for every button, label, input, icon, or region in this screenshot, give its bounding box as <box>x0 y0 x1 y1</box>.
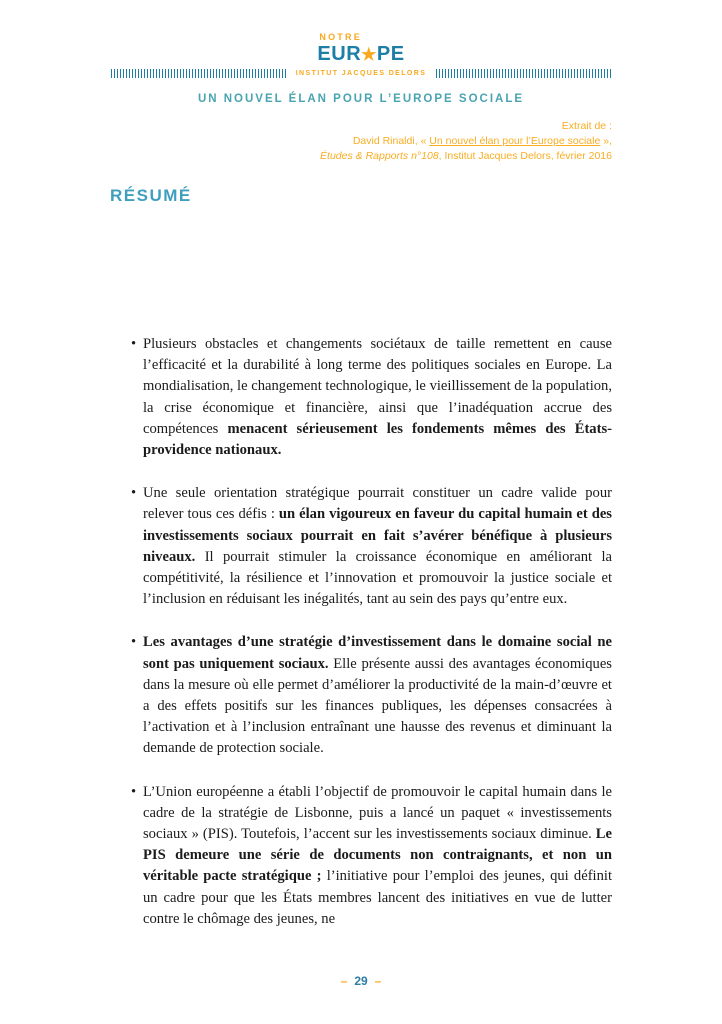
bullet-item-2: • Une seule orientation stratégique pourrait constituer un cadre valide pour relever tous ces défis : un élan vigoureux en faveur du capital humain et des investissements sociaux pourrait en fait s’avérer bénéfique à plusieurs niveaux. Il pourrait stimuler la croissance économique en améliorant la compétitivité, la résilience et l’innovation et promouvoir la justice sociale et l’inclusion en réduisant les inégalités, tant au sein des pays qu’entre eux. <box>131 483 612 610</box>
barcode-decoration-left <box>111 69 286 78</box>
citation-suffix: », <box>600 135 612 147</box>
logo-europe-part2: PE <box>376 43 405 65</box>
header <box>0 0 722 164</box>
citation-block <box>0 119 612 164</box>
notre-europe-logo <box>317 33 404 64</box>
summary-bullet-list <box>131 334 612 930</box>
footer-dash-right: – <box>374 974 382 988</box>
logo-europe-text <box>317 44 404 64</box>
section-title: RÉSUMÉ <box>110 186 192 205</box>
page-footer <box>0 974 722 988</box>
page-number: 29 <box>354 974 368 988</box>
citation-author: David Rinaldi, « <box>352 135 430 147</box>
bullet-item-3: • Les avantages d’une stratégie d’investissement dans le domaine social ne sont pas uniquement sociaux. Elle présente aussi des avantages économiques dans la mesure où elle permet d’améliorer la productivité de la main-d’œuvre et a des effets positifs sur les finances publiques, les dépenses consacrées à l’activation et à l’inclusion entraînant une hausse des revenus et diminuant la demande de protection sociale. <box>131 632 612 759</box>
barcode-decoration-right <box>436 69 611 78</box>
citation-line-1: Extrait de : <box>561 120 612 132</box>
bullet-item-4: • L’Union européenne a établi l’objectif de promouvoir le capital humain dans le cadre de la stratégie de Lisbonne, puis a lancé un paquet « investissements sociaux » (PIS). Toutefois, l’accent sur les investissements sociaux diminue. Le PIS demeure une série de documents non contraignants, et non un véritable pacte stratégique ; l’initiative pour l’emploi des jeunes, qui définit un cadre pour que les États membres lancent des initiatives en vue de lutter contre le chômage des jeunes, ne <box>131 782 612 930</box>
citation-link[interactable]: Un nouvel élan pour l’Europe sociale <box>429 135 601 147</box>
bullet-item-1: • Plusieurs obstacles et changements sociétaux de taille remettent en cause l’efficacité et la durabilité à long terme des politiques sociales en Europe. La mondialisation, le changement technologique, le vieillissement de la population, la crise économique et financière, ainsi que l’inadéquation accrue des compétences menacent sérieusement les fondements mêmes des États-providence nationaux. <box>131 334 612 461</box>
citation-journal: Études & Rapports n°108 <box>320 150 439 162</box>
citation-line-2 <box>0 134 612 149</box>
logo-europe-part1: EUR <box>317 43 362 65</box>
summary-content <box>131 334 612 930</box>
star-icon: ★ <box>361 45 377 64</box>
document-title: UN NOUVEL ÉLAN POUR L’EUROPE SOCIALE <box>197 93 525 105</box>
logo-notre-text: NOTRE <box>319 32 362 42</box>
citation-publisher: , Institut Jacques Delors, février 2016 <box>438 150 612 162</box>
citation-line-3 <box>0 149 612 164</box>
footer-dash-left: – <box>340 974 348 988</box>
logo-subtitle: INSTITUT JACQUES DELORS <box>295 70 427 77</box>
barcode-row <box>111 69 611 78</box>
